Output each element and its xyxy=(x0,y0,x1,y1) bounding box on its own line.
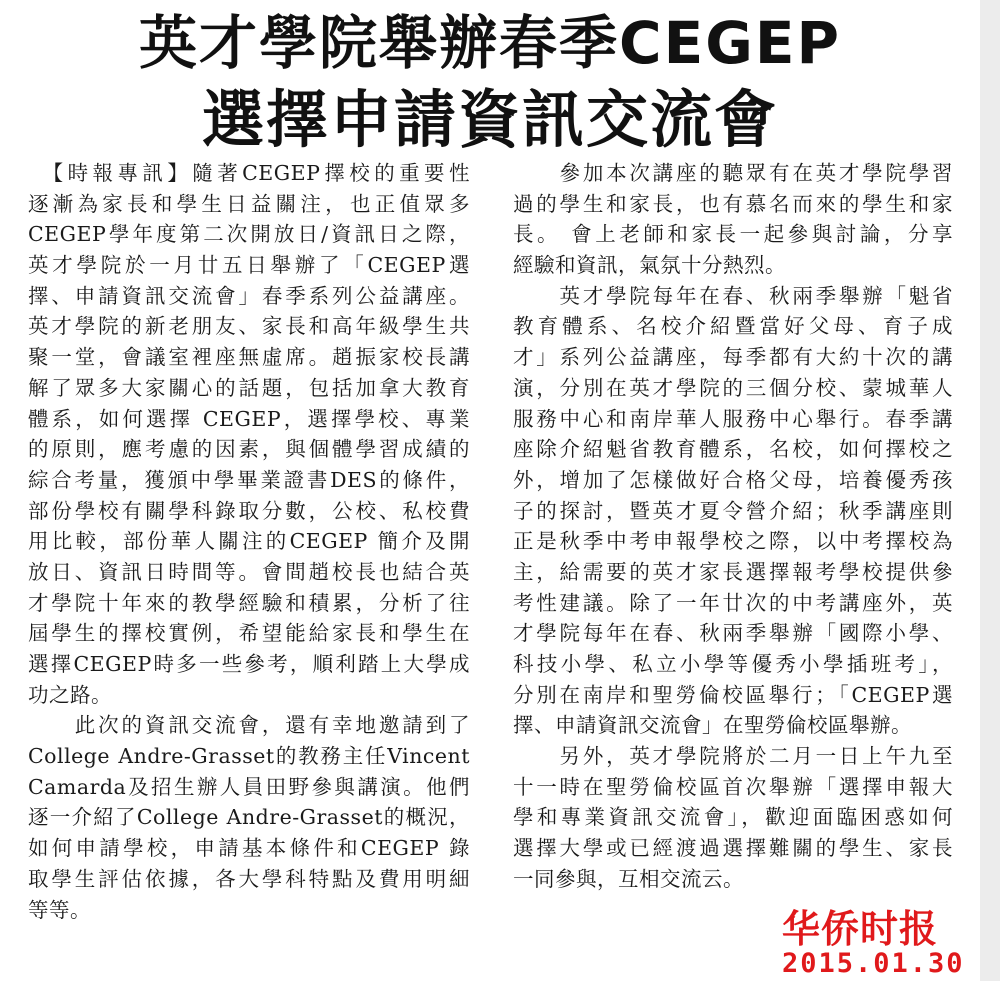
article-text-line: 十一時在聖勞倫校區首次舉辦「選擇申報大 xyxy=(513,774,953,799)
article-text-line: 聚一堂，會議室裡座無虛席。趙振家校長講 xyxy=(28,345,470,370)
article-text-line: 子的探討，暨英才夏令營介紹；秋季講座則 xyxy=(513,498,953,523)
article-text-line: 外，增加了怎樣做好合格父母，培養優秀孩 xyxy=(513,467,953,492)
article-text-line: 如何申請學校，申請基本條件和CEGEP 錄 xyxy=(28,836,470,861)
article-text-line: Camarda及招生辦人員田野參與講演。他們 xyxy=(28,774,470,799)
article-left-column xyxy=(28,158,470,925)
article-text-line: 用比較，部份華人關注的CEGEP 簡介及開 xyxy=(28,529,470,554)
article-text-line: 一同參與，互相交流云。 xyxy=(513,866,744,891)
article-text-line: 分別在南岸和聖勞倫校區舉行；「CEGEP選 xyxy=(513,682,953,707)
article-text-line: 逐一介紹了College Andre-Grasset的概況， xyxy=(28,805,470,830)
article-text-line: 選擇CEGEP時多一些參考，順利踏上大學成 xyxy=(28,652,470,676)
article-text-line: 座除介紹魁省教育體系，名校，如何擇校之 xyxy=(513,437,953,462)
article-text-line: 才學院每年在春、秋兩季舉辦「國際小學、 xyxy=(513,621,953,646)
article-text-line: 部份學校有關學科錄取分數，公校、私校費 xyxy=(28,498,470,523)
article-text-line: 過的學生和家長，也有慕名而來的學生和家 xyxy=(513,191,953,216)
article-text-line: 才」系列公益講座，每季都有大約十次的講 xyxy=(513,345,953,370)
article-text-line: 英才學院的新老朋友、家長和高年級學生共 xyxy=(28,314,470,339)
article-text-line: 等等。 xyxy=(28,897,91,922)
article-text-line: 選擇大學或已經渡過選擇難關的學生、家長 xyxy=(513,836,953,861)
newspaper-source-name: 华侨时报 xyxy=(782,906,939,951)
article-text-line: 主，給需要的英才家長選擇報考學校提供參 xyxy=(513,559,953,584)
article-text-line: 的原則，應考慮的因素，與個體學習成績的 xyxy=(28,437,470,462)
article-text-line: College Andre-Grasset的教務主任Vincent xyxy=(28,744,470,769)
article-text-line: 屆學生的擇校實例，希望能給家長和學生在 xyxy=(28,621,470,646)
article-text-line: 解了眾多大家關心的話題，包括加拿大教育 xyxy=(28,375,470,400)
article-right-column xyxy=(513,158,953,895)
article-text-line: 正是秋季中考申報學校之際，以中考擇校為 xyxy=(513,529,953,554)
article-text-line: 才學院十年來的教學經驗和積累，分析了往 xyxy=(28,590,470,615)
article-text-line: 放日、資訊日時間等。會間趙校長也結合英 xyxy=(28,559,470,584)
article-text-line: 綜合考量，獲頒中學畢業證書DES的條件， xyxy=(28,467,470,492)
article-text-line: 英才學院每年在春、秋兩季舉辦「魁省 xyxy=(513,283,953,308)
article-text-line: 教育體系、名校介紹暨當好父母、育子成 xyxy=(513,314,953,339)
article-text-line: 另外，英才學院將於二月一日上午九至 xyxy=(513,744,953,769)
article-text-line: 此次的資訊交流會，還有幸地邀請到了 xyxy=(28,713,470,738)
article-text-line: 參加本次講座的聽眾有在英才學院學習 xyxy=(513,161,953,185)
page-edge xyxy=(980,0,1000,981)
newspaper-date: 2015.01.30 xyxy=(782,948,965,979)
article-text-line: 體系，如何選擇 CEGEP，選擇學校、專業 xyxy=(28,406,470,431)
article-text-line: 【時報專訊】隨著CEGEP擇校的重要性 xyxy=(28,161,470,185)
article-text-line: 擇、申請資訊交流會」春季系列公益講座。 xyxy=(28,283,470,308)
article-text-line: 經驗和資訊，氣氛十分熱烈。 xyxy=(513,253,786,278)
article-text-line: 學和專業資訊交流會」，歡迎面臨困惑如何 xyxy=(513,805,953,830)
article-text-line: CEGEP學年度第二次開放日/資訊日之際， xyxy=(28,222,470,247)
article-text-line: 取學生評估依據，各大學科特點及費用明細 xyxy=(28,866,470,891)
article-text-line: 擇、申請資訊交流會」在聖勞倫校區舉辦。 xyxy=(513,713,912,738)
article-text-line: 服務中心和南岸華人服務中心舉行。春季講 xyxy=(513,406,953,431)
article-text-line: 考性建議。除了一年廿次的中考講座外，英 xyxy=(513,590,953,615)
headline-line-1: 英才學院舉辦春季CEGEP xyxy=(139,9,841,77)
headline-line-2: 選擇申請資訊交流會 xyxy=(201,83,778,156)
article-text-line: 長。 會上老師和家長一起參與討論，分享 xyxy=(513,222,953,247)
article-text-line: 英才學院於一月廿五日舉辦了「CEGEP選 xyxy=(28,253,470,278)
article-text-line: 演，分別在英才學院的三個分校、蒙城華人 xyxy=(513,375,953,400)
article-text-line: 逐漸為家長和學生日益關注，也正值眾多 xyxy=(28,191,470,216)
article-text-line: 功之路。 xyxy=(28,682,112,707)
article-text-line: 科技小學、私立小學等優秀小學插班考」， xyxy=(513,652,953,676)
